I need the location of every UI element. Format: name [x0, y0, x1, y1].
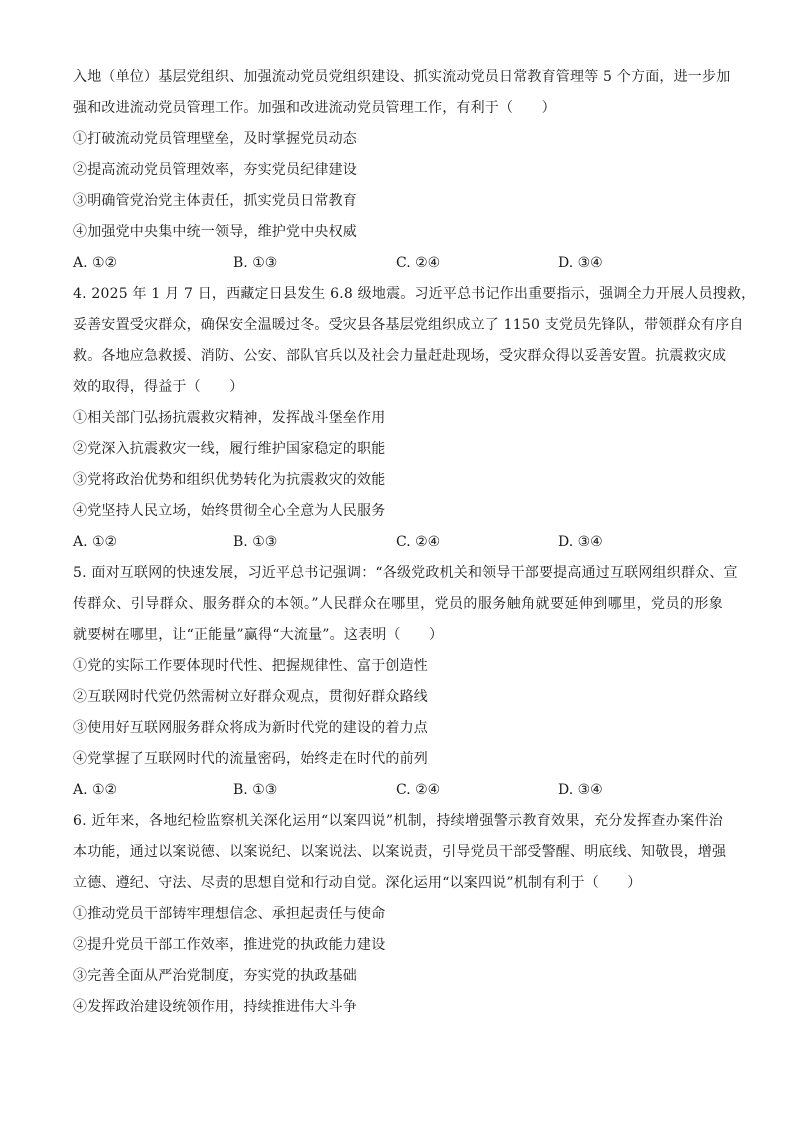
- question-3-stem-line: 入地（单位）基层党组织、加强流动党员党组织建设、抓实流动党员日常教育管理等 5 个方面，进一步加: [73, 69, 731, 85]
- question-6-stem-line: 本功能，通过以案说德、以案说纪、以案说法、以案说责，引导党员干部受警醒、明底线、知敬畏，增强: [73, 844, 727, 860]
- question-5-statement-1: ①党的实际工作要体现时代性、把握规律性、富于创造性: [73, 658, 428, 674]
- question-5-statement-4: ④党掌握了互联网时代的流量密码，始终走在时代的前列: [73, 751, 428, 767]
- exam-page: [73, 62, 756, 1023]
- question-4-statement-4: ④党坚持人民立场，始终贯彻全心全意为人民服务: [73, 503, 386, 519]
- question-6-statement-1: ①推动党员干部铸牢理想信念、承担起责任与使命: [73, 906, 386, 922]
- question-3-statement-2: ②提高流动党员管理效率，夯实党员纪律建设: [73, 162, 357, 178]
- question-3-option-d: D. ③④: [558, 255, 603, 271]
- question-3-statement-1: ①打破流动党员管理壁垒，及时掌握党员动态: [73, 131, 357, 147]
- question-4-statement-2: ②党深入抗震救灾一线，履行维护国家稳定的职能: [73, 441, 386, 457]
- question-5-stem-line: 5. 面对互联网的快速发展，习近平总书记强调：“各级党政机关和领导干部要提高通过互联网组织群众、宣: [73, 565, 738, 581]
- question-4-stem-line: 4. 2025 年 1 月 7 日，西藏定日县发生 6.8 级地震。习近平总书记作出重要指示，强调全力开展人员搜救，: [73, 286, 756, 302]
- question-6: [73, 806, 727, 1023]
- question-5-option-d: D. ③④: [558, 782, 603, 798]
- question-5-statement-2: ②互联网时代党仍然需树立好群众观点，贯彻好群众路线: [73, 689, 428, 705]
- question-4-option-a: A. ①②: [73, 534, 118, 550]
- question-4-stem-line: 效的取得，得益于（ ）: [73, 379, 244, 395]
- question-6-statement-4: ④发挥政治建设统领作用，持续推进伟大斗争: [73, 999, 357, 1015]
- question-4-options: [73, 527, 723, 558]
- question-5-stem-line: 就要树在哪里，让“正能量”赢得“大流量”。这表明（ ）: [73, 627, 444, 643]
- question-4-statement-3: ③党将政治优势和组织优势转化为抗震救灾的效能: [73, 472, 386, 488]
- question-6-stem-line: 立德、遵纪、守法、尽责的思想自觉和行动自觉。深化运用“以案四说”机制有利于（ ）: [73, 875, 642, 891]
- question-4-option-b: B. ①③: [233, 534, 278, 550]
- question-5-stem-line: 传群众、引导群众、服务群众的本领。”人民群众在哪里，党员的服务触角就要延伸到哪里，党员的形象: [73, 596, 723, 612]
- question-3-option-b: B. ①③: [233, 255, 278, 271]
- question-4-stem-line: 妥善安置受灾群众，确保安全温暖过冬。受灾县各基层党组织成立了 1150 支党员先锋队，带领群众有序自: [73, 317, 744, 333]
- question-5-option-c: C. ②④: [396, 782, 441, 798]
- question-6-stem-line: 6. 近年来，各地纪检监察机关深化运用“以案四说”机制，持续增强警示教育效果，充分发挥查办案件治: [73, 813, 723, 829]
- question-5-option-a: A. ①②: [73, 782, 118, 798]
- question-3: [73, 62, 731, 279]
- question-5-statement-3: ③使用好互联网服务群众将成为新时代党的建设的着力点: [73, 720, 428, 736]
- question-4: [73, 279, 756, 558]
- question-6-statement-2: ②提升党员干部工作效率，推进党的执政能力建设: [73, 937, 386, 953]
- question-5-options: [73, 775, 723, 806]
- question-4-stem-line: 救。各地应急救援、消防、公安、部队官兵以及社会力量赶赴现场，受灾群众得以妥善安置。抗震救灾成: [73, 348, 727, 364]
- question-3-option-a: A. ①②: [73, 255, 118, 271]
- question-5: [73, 558, 738, 806]
- question-5-option-b: B. ①③: [233, 782, 278, 798]
- question-3-statement-4: ④加强党中央集中统一领导，维护党中央权威: [73, 224, 357, 240]
- question-4-statement-1: ①相关部门弘扬抗震救灾精神，发挥战斗堡垒作用: [73, 410, 386, 426]
- question-4-option-d: D. ③④: [558, 534, 603, 550]
- question-4-option-c: C. ②④: [396, 534, 441, 550]
- question-3-statement-3: ③明确管党治党主体责任，抓实党员日常教育: [73, 193, 357, 209]
- question-3-options: [73, 248, 723, 279]
- question-3-stem-line: 强和改进流动党员管理工作。加强和改进流动党员管理工作，有利于（ ）: [73, 100, 556, 116]
- question-3-option-c: C. ②④: [396, 255, 441, 271]
- question-6-statement-3: ③完善全面从严治党制度，夯实党的执政基础: [73, 968, 357, 984]
